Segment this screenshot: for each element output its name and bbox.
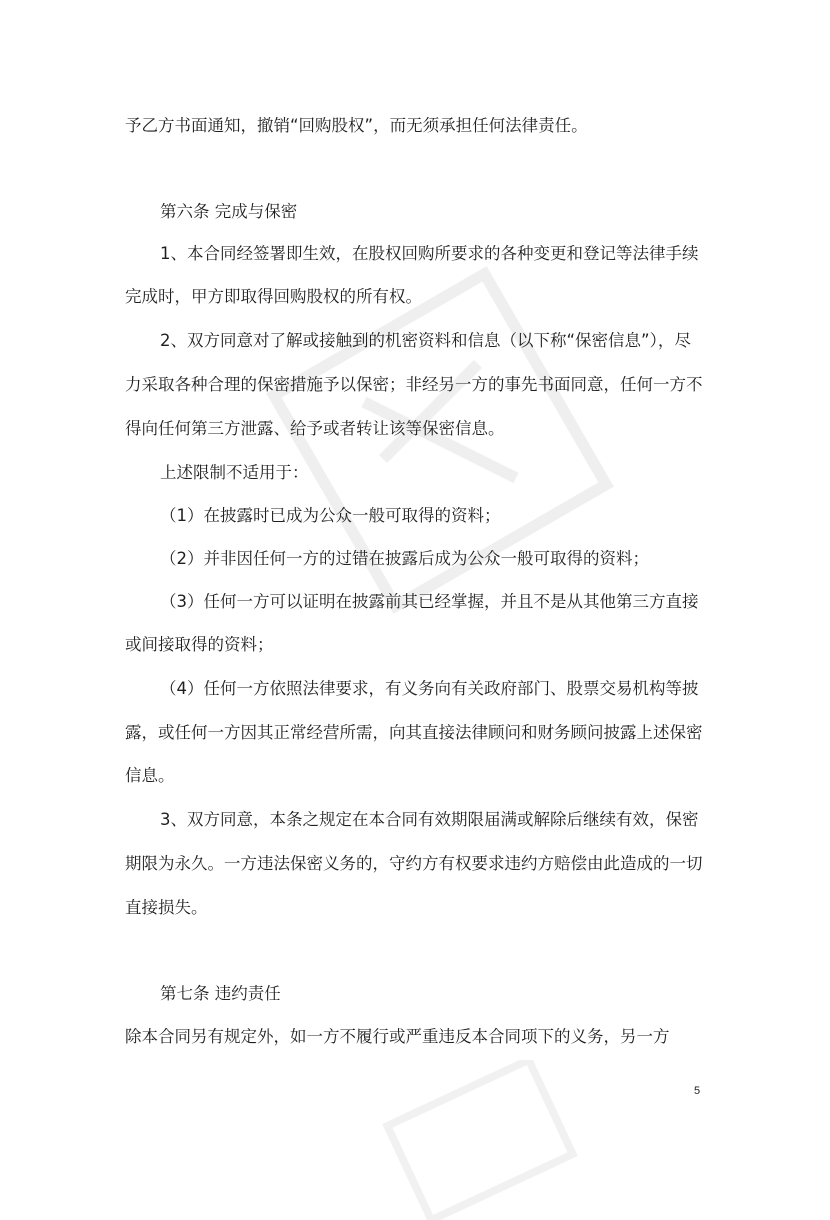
section-heading-6: 第六条 完成与保密: [160, 202, 298, 221]
list-item: （4）任何一方依照法律要求，有义务向有关政府部门、股票交易机构等披: [160, 679, 699, 698]
paragraph-line: 直接损失。: [125, 898, 208, 917]
watermark-icon: [250, 250, 630, 630]
paragraph-line: 完成时，甲方即取得回购股权的所有权。: [125, 287, 422, 306]
list-item-continuation: 或间接取得的资料；: [125, 635, 274, 654]
list-item-continuation: 露，或任何一方因其正常经营所需，向其直接法律顾问和财务顾问披露上述保密: [125, 723, 703, 742]
list-item: （1）在披露时已成为公众一般可取得的资料；: [160, 506, 501, 525]
paragraph-line: 上述限制不适用于：: [160, 463, 309, 482]
paragraph-line: 力采取各种合理的保密措施予以保密；非经另一方的事先书面同意，任何一方不: [125, 375, 703, 394]
watermark-icon-lower: [350, 1060, 610, 1220]
paragraph-line: 2、双方同意对了解或接触到的机密资料和信息（以下称“保密信息”），尽: [160, 331, 691, 350]
paragraph-line: 予乙方书面通知，撤销“回购股权”，而无须承担任何法律责任。: [125, 116, 588, 135]
paragraph-line: 期限为永久。一方违法保密义务的，守约方有权要求违约方赔偿由此造成的一切: [125, 854, 703, 873]
page-number: 5: [694, 1085, 701, 1097]
list-item-continuation: 信息。: [125, 766, 175, 785]
paragraph-line: 除本合同另有规定外，如一方不履行或严重违反本合同项下的义务，另一方: [125, 1027, 670, 1046]
paragraph-line: 3、双方同意，本条之规定在本合同有效期限届满或解除后继续有效，保密: [160, 810, 699, 829]
paragraph-line: 1、本合同经签署即生效，在股权回购所要求的各种变更和登记等法律手续: [160, 244, 699, 263]
paragraph-line: 得向任何第三方泄露、给予或者转让该等保密信息。: [125, 419, 505, 438]
section-heading-7: 第七条 违约责任: [160, 984, 281, 1003]
list-item: （2）并非因任何一方的过错在披露后成为公众一般可取得的资料；: [160, 549, 649, 568]
list-item: （3）任何一方可以证明在披露前其已经掌握，并且不是从其他第三方直接: [160, 592, 699, 611]
